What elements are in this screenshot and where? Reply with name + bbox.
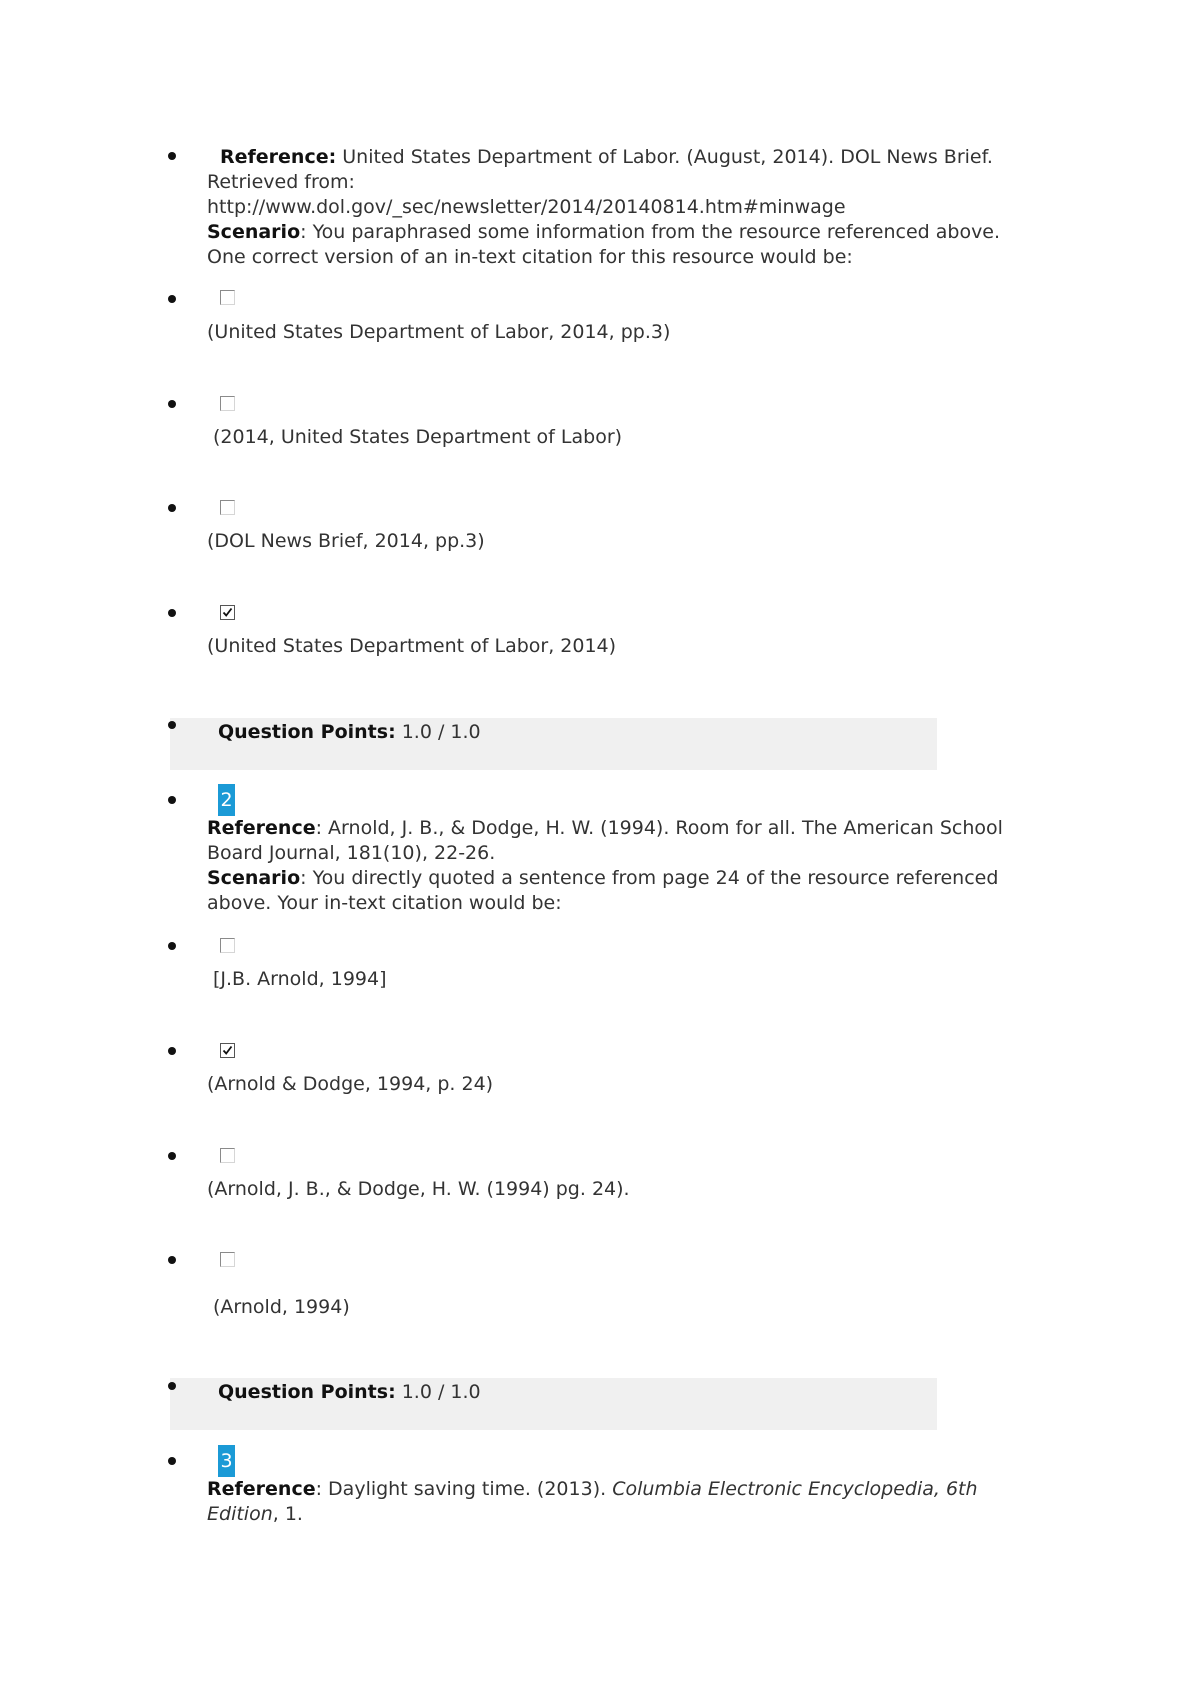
bullet [168, 1382, 176, 1390]
question-points [218, 1380, 481, 1405]
question-1-prompt [207, 145, 1007, 270]
answer-checkbox-checked[interactable] [220, 605, 235, 620]
bullet [168, 504, 176, 512]
bullet [168, 796, 176, 804]
bullet [168, 152, 176, 160]
reference-text-end: , 1. [272, 1503, 303, 1525]
points-value: 1.0 / 1.0 [401, 721, 481, 743]
answer-checkbox[interactable] [220, 938, 235, 953]
scenario-text: : You directly quoted a sentence from page 24 of the resource referenced above. Your in-text citation would be: [207, 867, 999, 914]
bullet [168, 1152, 176, 1160]
points-value: 1.0 / 1.0 [401, 1381, 481, 1403]
reference-text: United States Department of Labor. (August, 2014). DOL News Brief. Retrieved from: [207, 146, 993, 193]
answer-option: (Arnold, 1994) [213, 1296, 350, 1318]
reference-label: Reference [207, 1478, 316, 1500]
answer-checkbox[interactable] [220, 500, 235, 515]
bullet [168, 400, 176, 408]
scenario-label: Scenario [207, 867, 301, 889]
scenario-label: Scenario [207, 221, 301, 243]
reference-text: : Daylight saving time. (2013). [315, 1478, 613, 1500]
answer-option: (Arnold & Dodge, 1994, p. 24) [207, 1073, 494, 1095]
answer-checkbox[interactable] [220, 290, 235, 305]
answer-option: (DOL News Brief, 2014, pp.3) [207, 530, 485, 552]
answer-checkbox[interactable] [220, 1148, 235, 1163]
answer-option: (United States Department of Labor, 2014, pp.3) [207, 321, 671, 343]
reference-source-title: Columbia Electronic Encyclopedia, 6th Edition [207, 1478, 978, 1525]
bullet [168, 295, 176, 303]
bullet [168, 942, 176, 950]
answer-option: (United States Department of Labor, 2014) [207, 635, 617, 657]
checkmark-icon [222, 1045, 233, 1056]
points-label: Question Points: [218, 721, 396, 743]
reference-url: http://www.dol.gov/_sec/newsletter/2014/20140814.htm#minwage [207, 196, 846, 218]
question-3-prompt [207, 1477, 1007, 1527]
answer-option: (2014, United States Department of Labor) [213, 426, 623, 448]
answer-option: (Arnold, J. B., & Dodge, H. W. (1994) pg. 24). [207, 1178, 630, 1200]
checkmark-icon [222, 607, 233, 618]
question-points [218, 720, 481, 745]
answer-checkbox-checked[interactable] [220, 1043, 235, 1058]
bullet [168, 1047, 176, 1055]
points-label: Question Points: [218, 1381, 396, 1403]
answer-checkbox[interactable] [220, 1252, 235, 1267]
answer-option: [J.B. Arnold, 1994] [213, 968, 387, 990]
answer-checkbox[interactable] [220, 396, 235, 411]
bullet [168, 1457, 176, 1465]
question-2-prompt [207, 816, 1007, 916]
reference-label: Reference: [220, 146, 337, 168]
bullet [168, 609, 176, 617]
scenario-text: : You paraphrased some information from the resource referenced above. One correct version of an in-text citation for this resource would be: [207, 221, 1001, 268]
bullet [168, 721, 176, 729]
question-number: 3 [218, 1445, 235, 1477]
bullet [168, 1256, 176, 1264]
question-number: 2 [218, 784, 235, 816]
reference-label: Reference [207, 817, 316, 839]
reference-text: : Arnold, J. B., & Dodge, H. W. (1994). Room for all. The American School Board Journal, 181(10), 22-26. [207, 817, 1003, 864]
